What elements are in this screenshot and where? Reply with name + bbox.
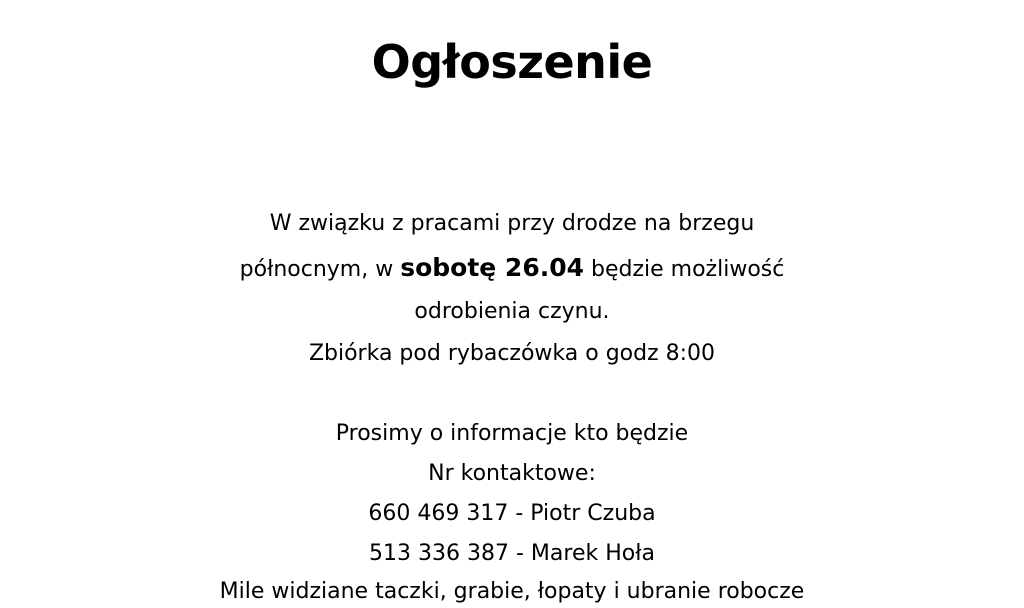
paragraph-line-with-date bbox=[0, 252, 1024, 286]
text-segment: północnym, w bbox=[239, 257, 401, 282]
info-request-line: Prosimy o informacje kto będzie bbox=[335, 421, 689, 446]
date-highlight: sobotę 26.04 bbox=[400, 253, 585, 282]
paragraph-line: odrobienia czynu. bbox=[414, 299, 610, 324]
announcement-title: Ogłoszenie bbox=[371, 35, 653, 89]
contact-heading: Nr kontaktowe: bbox=[428, 461, 596, 486]
contact-entry: 660 469 317 - Piotr Czuba bbox=[368, 501, 656, 526]
meeting-time-line: Zbiórka pod rybaczówka o godz 8:00 bbox=[308, 341, 716, 366]
cut-off-line: Mile widziane taczki, grabie, łopaty i ubranie robocze bbox=[219, 579, 805, 604]
paragraph-line: W związku z pracami przy drodze na brzegu bbox=[269, 211, 755, 236]
text-segment: będzie możliwość bbox=[584, 257, 785, 282]
contact-entry: 513 336 387 - Marek Hoła bbox=[369, 541, 655, 566]
